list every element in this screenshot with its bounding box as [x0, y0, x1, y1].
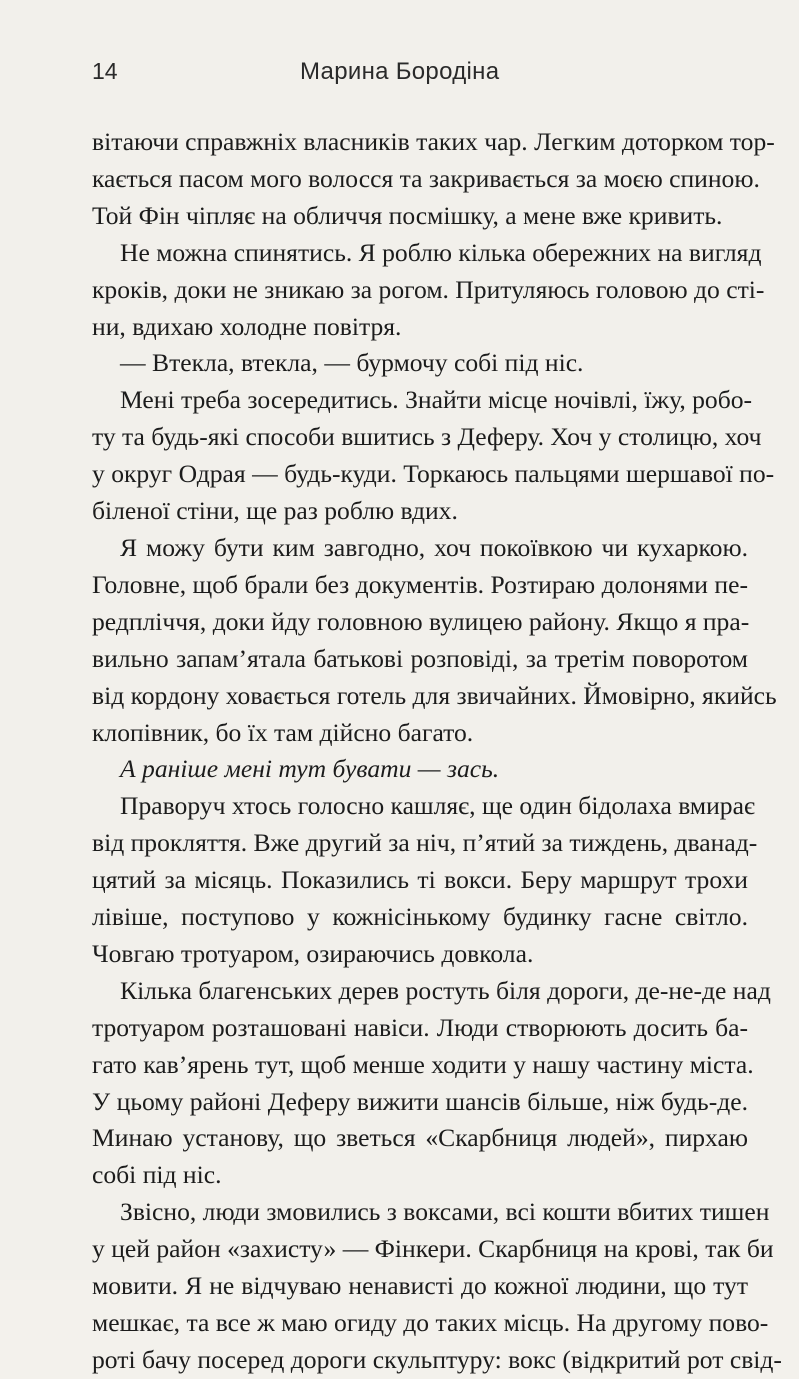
- body-text: [92, 124, 782, 1379]
- text-line: А раніше мені тут бувати — зась.: [120, 754, 500, 784]
- text-line: біленої стіни, ще раз роблю вдих.: [92, 496, 458, 526]
- text-line: ту та будь-які способи вшитись з Деферу. Хоч у столицю, хоч: [92, 422, 762, 452]
- text-line: Мені треба зосередитись. Знайти місце ночівлі, їжу, робо-: [120, 385, 753, 415]
- paragraph: [92, 973, 771, 1194]
- text-line: вильно запам’ятала батькові розповіді, за третім поворотом: [92, 643, 748, 673]
- running-header: [92, 58, 732, 98]
- text-line: у цей район «захисту» — Фінкери. Скарбниця на крові, так би: [92, 1234, 774, 1264]
- text-line: редпліччя, доки йду головною вулицею району. Якщо я пра-: [92, 606, 750, 636]
- text-line: від прокляття. Вже другий за ніч, п’ятий за тиждень, дванад-: [92, 828, 758, 858]
- text-line: мовити. Я не відчуваю ненависті до кожної людини, що тут: [92, 1271, 748, 1301]
- text-line: Минаю установу, що зветься «Скарбниця людей», пирхаю: [92, 1123, 748, 1153]
- text-line: Кілька благенських дерев ростуть біля дороги, де-не-де над: [120, 975, 771, 1005]
- paragraph: [92, 345, 748, 382]
- paragraph: [92, 530, 777, 751]
- text-line: Човгаю тротуаром, озираючись довкола.: [92, 938, 534, 968]
- text-line: Не можна спинятись. Я роблю кілька обережних на вигляд: [120, 237, 762, 267]
- text-line: У цьому районі Деферу вижити шансів більше, ніж будь-де.: [92, 1086, 748, 1116]
- paragraph: [92, 382, 775, 530]
- page-number: 14: [92, 58, 118, 84]
- text-line: Праворуч хтось голосно кашляє, ще один бідолаха вмирає: [120, 791, 755, 821]
- text-line: Звісно, люди змовились з воксами, всі кошти вбитих тишен: [120, 1197, 770, 1227]
- text-line: собі під ніс.: [92, 1160, 222, 1190]
- text-line: тротуаром розташовані навіси. Люди створюють досить ба-: [92, 1012, 748, 1042]
- text-line: гато кав’ярень тут, щоб менше ходити у нашу частину міста.: [92, 1049, 754, 1079]
- paragraph: [92, 1194, 782, 1379]
- text-line: кається пасом мого волосся та закривається за моєю спиною.: [92, 163, 760, 193]
- text-line: ни, вдихаю холодне повітря.: [92, 311, 402, 341]
- text-line: від кордону ховається готель для звичайних. Ймовірно, якийсь: [92, 680, 777, 710]
- text-line: Той Фін чіпляє на обличчя посмішку, а мене вже кривить.: [92, 200, 723, 230]
- paragraph: [92, 235, 765, 346]
- text-line: — Втекла, втекла, — бурмочу собі під ніс.: [120, 348, 584, 378]
- paragraph: [92, 124, 775, 235]
- paragraph: [92, 751, 748, 788]
- running-title: Марина Бородіна: [300, 58, 500, 85]
- text-line: Головне, щоб брали без документів. Розтираю долонями пе-: [92, 569, 748, 599]
- text-line: мешкає, та все ж маю огиду до таких місць. На другому пово-: [92, 1308, 769, 1337]
- text-line: кроків, доки не зникаю за рогом. Притуляюсь головою до сті-: [92, 274, 765, 304]
- text-line: у округ Одрая — будь-куди. Торкаюсь пальцями шершавої по-: [92, 459, 775, 489]
- text-line: вітаючи справжніх власників таких чар. Легким доторком тор-: [92, 127, 775, 156]
- text-line: Я можу бути ким завгодно, хоч покоївкою чи кухаркою.: [120, 532, 748, 562]
- text-line: лівіше, поступово у кожнісінькому будинку гасне світло.: [92, 902, 748, 932]
- text-line: цятий за місяць. Показились ті вокси. Беру маршрут трохи: [92, 865, 748, 895]
- paragraph: [92, 788, 758, 973]
- text-line: клопівник, бо їх там дійсно багато.: [92, 717, 474, 747]
- text-line: роті бачу посеред дороги скульптуру: вокс (відкритий рот свід-: [92, 1344, 782, 1374]
